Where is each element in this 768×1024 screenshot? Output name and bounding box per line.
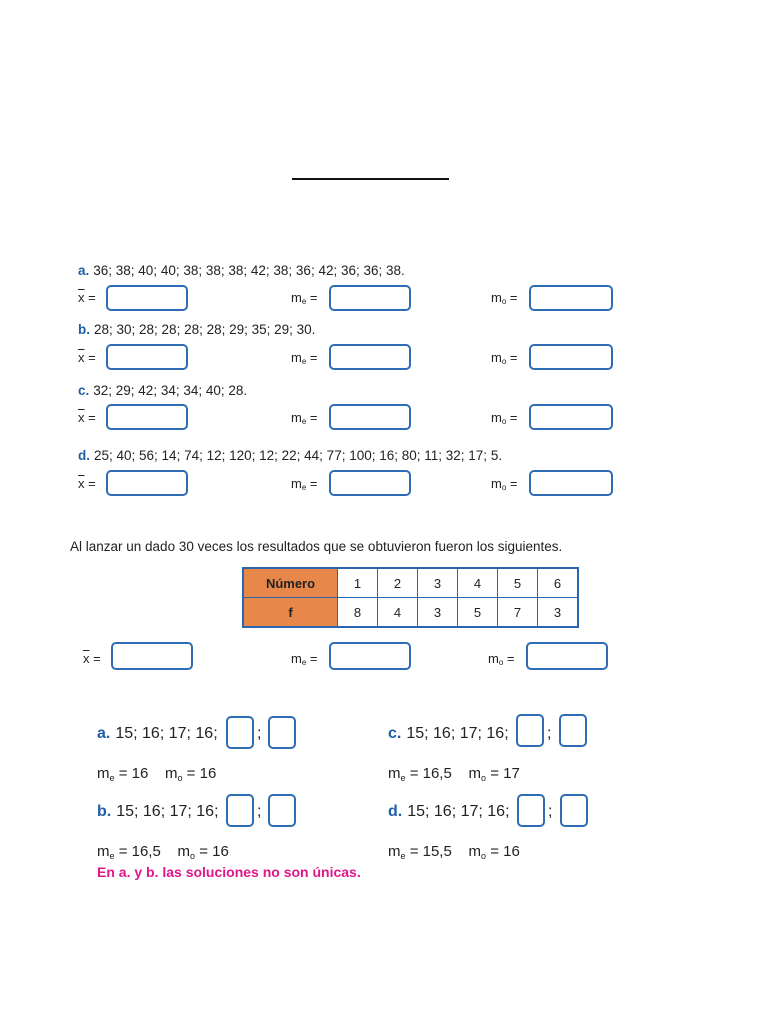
table-cell: 4 (458, 568, 498, 598)
median-answer-box-a[interactable] (329, 285, 411, 311)
mean-answer-box-d[interactable] (106, 470, 188, 496)
table-cell: 5 (498, 568, 538, 598)
answer-d-sequence: d. 15; 16; 17; 16; (388, 803, 510, 820)
mode-answer-box-a[interactable] (529, 285, 613, 311)
exercise-values: 28; 30; 28; 28; 28; 28; 29; 35; 29; 30. (94, 322, 316, 337)
answer-b-blank-2[interactable] (268, 794, 296, 827)
mode-label: $m_o$ = (491, 476, 518, 492)
exercise-values: 36; 38; 40; 40; 38; 38; 38; 42; 38; 36; 42; 36; 36; 38. (93, 263, 405, 278)
table-row (243, 568, 578, 598)
exercise-letter: a. (78, 263, 90, 278)
answer-c-separator: ; (547, 725, 552, 742)
mode-answer-box-dice[interactable] (526, 642, 608, 670)
mean-label: $\overline{x}$ = (83, 651, 101, 666)
exercise-letter: d. (78, 448, 90, 463)
mean-answer-box-b[interactable] (106, 344, 188, 370)
table-header-frequency: f (243, 598, 338, 628)
answer-b-separator: ; (257, 803, 262, 820)
answer-b-blank-1[interactable] (226, 794, 254, 827)
table-cell: 4 (378, 598, 418, 628)
table-cell: 3 (418, 568, 458, 598)
answer-c-stats: $m_e = 16,5$ $m_o = 17$ (388, 765, 520, 783)
exercise-b-data (78, 322, 315, 337)
exercise-letter: c. (78, 383, 90, 398)
solutions-note: En a. y b. las soluciones no son únicas. (97, 864, 361, 880)
exercise-letter: b. (78, 322, 90, 337)
answer-d-blank-1[interactable] (517, 794, 545, 827)
mode-label: $m_o$ = (491, 350, 518, 366)
exercise-c-data (78, 383, 247, 398)
answer-a-sequence: a. 15; 16; 17; 16; (97, 725, 218, 742)
median-label: $m_e$ = (291, 350, 318, 366)
table-cell: 3 (538, 598, 579, 628)
mean-answer-box-dice[interactable] (111, 642, 193, 670)
median-label: $m_e$ = (291, 290, 318, 306)
mean-label: $\overline{x}$ = (78, 290, 96, 305)
mode-label: $m_o$ = (488, 651, 515, 667)
dice-problem-text: Al lanzar un dado 30 veces los resultados que se obtuvieron fueron los siguientes. (70, 539, 563, 554)
exercise-a-data (78, 263, 405, 278)
answer-c-blank-2[interactable] (559, 714, 587, 747)
mean-answer-box-a[interactable] (106, 285, 188, 311)
answer-b-sequence: b. 15; 16; 17; 16; (97, 803, 219, 820)
mode-answer-box-d[interactable] (529, 470, 613, 496)
median-answer-box-dice[interactable] (329, 642, 411, 670)
mode-label: $m_o$ = (491, 290, 518, 306)
table-cell: 2 (378, 568, 418, 598)
table-cell: 7 (498, 598, 538, 628)
title-underline (292, 178, 449, 180)
table-cell: 3 (418, 598, 458, 628)
table-cell: 6 (538, 568, 579, 598)
table-header-number: Número (243, 568, 338, 598)
median-answer-box-d[interactable] (329, 470, 411, 496)
table-cell: 1 (338, 568, 378, 598)
median-answer-box-b[interactable] (329, 344, 411, 370)
answer-d-stats: $m_e = 15,5$ $m_o = 16$ (388, 843, 520, 861)
exercise-values: 32; 29; 42; 34; 34; 40; 28. (93, 383, 248, 398)
answer-d-separator: ; (548, 803, 553, 820)
table-cell: 8 (338, 598, 378, 628)
table-cell: 5 (458, 598, 498, 628)
mean-label: $\overline{x}$ = (78, 350, 96, 365)
answer-a-separator: ; (257, 725, 262, 742)
answer-b-stats: $m_e = 16,5$ $m_o = 16$ (97, 843, 229, 861)
mean-answer-box-c[interactable] (106, 404, 188, 430)
exercise-d-data (78, 448, 502, 463)
answer-a-blank-2[interactable] (268, 716, 296, 749)
answer-d-blank-2[interactable] (560, 794, 588, 827)
mode-answer-box-b[interactable] (529, 344, 613, 370)
table-row (243, 598, 578, 628)
answer-a-stats: $m_e = 16$ $m_o = 16$ (97, 765, 217, 783)
mean-label: $\overline{x}$ = (78, 476, 96, 491)
mode-answer-box-c[interactable] (529, 404, 613, 430)
dice-frequency-table (242, 567, 579, 628)
median-answer-box-c[interactable] (329, 404, 411, 430)
mean-label: $\overline{x}$ = (78, 410, 96, 425)
answer-a-blank-1[interactable] (226, 716, 254, 749)
median-label: $m_e$ = (291, 476, 318, 492)
mode-label: $m_o$ = (491, 410, 518, 426)
answer-c-sequence: c. 15; 16; 17; 16; (388, 725, 509, 742)
exercise-values: 25; 40; 56; 14; 74; 12; 120; 12; 22; 44; 77; 100; 16; 80; 11; 32; 17; 5. (94, 448, 503, 463)
median-label: $m_e$ = (291, 651, 318, 667)
median-label: $m_e$ = (291, 410, 318, 426)
answer-c-blank-1[interactable] (516, 714, 544, 747)
